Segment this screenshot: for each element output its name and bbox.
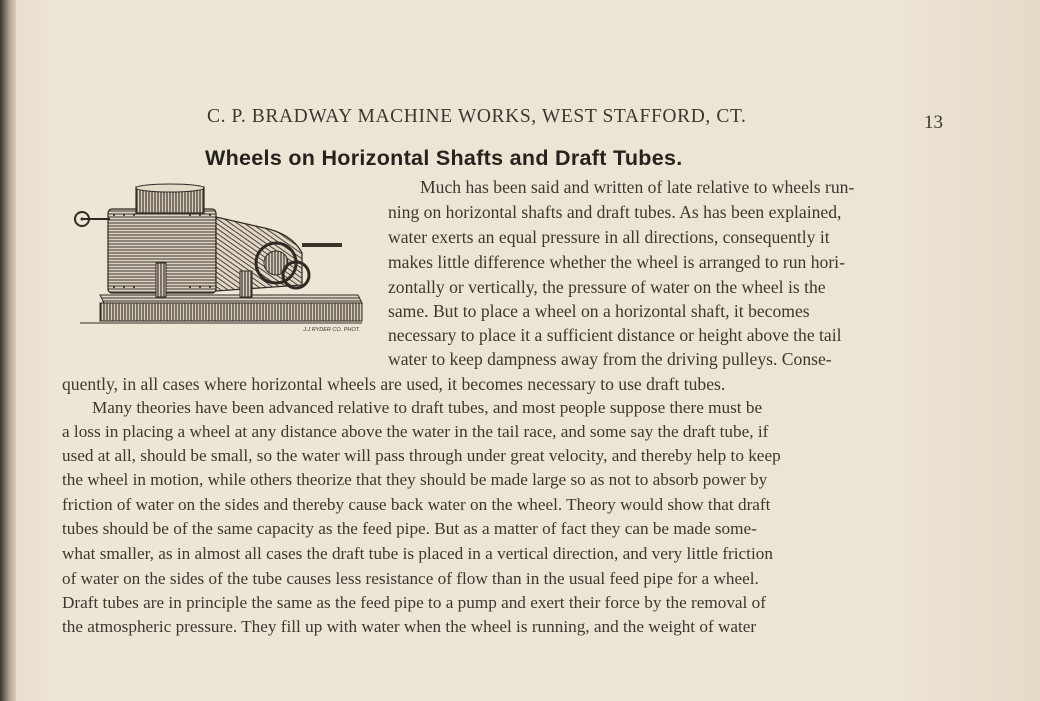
body-line-12: used at all, should be small, so the water will pass through under great velocity, and thereby help to keep (62, 446, 781, 465)
page-number: 13 (924, 112, 943, 133)
page-binding-shadow (0, 0, 16, 701)
draft-tube-engraving (70, 183, 365, 333)
body-line-15: tubes should be of the same capacity as the feed pipe. But as a matter of fact they can be made some- (62, 519, 757, 538)
body-line-19: the atmospheric pressure. They fill up with water when the wheel is running, and the weight of water (62, 617, 757, 636)
section-title: Wheels on Horizontal Shafts and Draft Tubes. (205, 146, 683, 170)
body-line-9: quently, in all cases where horizontal wheels are used, it becomes necessary to use draft tubes. (62, 374, 726, 394)
body-line-3: water exerts an equal pressure in all directions, consequently it (388, 227, 830, 247)
body-line-18: Draft tubes are in principle the same as the feed pipe to a pump and exert their force by the removal of (62, 593, 766, 612)
body-line-8: water to keep dampness away from the driving pulleys. Conse- (388, 349, 832, 369)
body-line-5: zontally or vertically, the pressure of water on the wheel is the (388, 277, 826, 297)
water-wheel-illustration (70, 183, 365, 333)
running-header: C. P. BRADWAY MACHINE WORKS, WEST STAFFORD, CT. (207, 106, 747, 127)
engraver-credit: J.J.RYDER CO. PHOT. (303, 327, 360, 333)
body-line-14: friction of water on the sides and thereby cause back water on the wheel. Theory would show that draft (62, 495, 771, 514)
body-line-7: necessary to place it a sufficient distance or height above the tail (388, 325, 842, 345)
body-line-16: what smaller, as in almost all cases the draft tube is placed in a vertical direction, and very little friction (62, 544, 773, 563)
body-line-11: a loss in placing a wheel at any distance above the water in the tail race, and some say the draft tube, if (62, 422, 769, 441)
body-line-6: same. But to place a wheel on a horizontal shaft, it becomes (388, 301, 810, 321)
body-line-1: Much has been said and written of late relative to wheels run- (420, 177, 855, 197)
body-line-4: makes little difference whether the wheel is arranged to run hori- (388, 252, 845, 272)
body-line-10: Many theories have been advanced relative to draft tubes, and most people suppose there must be (92, 398, 763, 417)
body-line-2: ning on horizontal shafts and draft tubes. As has been explained, (388, 202, 842, 222)
body-line-13: the wheel in motion, while others theorize that they should be made large so as not to absorb power by (62, 470, 768, 489)
body-line-17: of water on the sides of the tube causes less resistance of flow than in the usual feed pipe for a wheel. (62, 569, 759, 588)
